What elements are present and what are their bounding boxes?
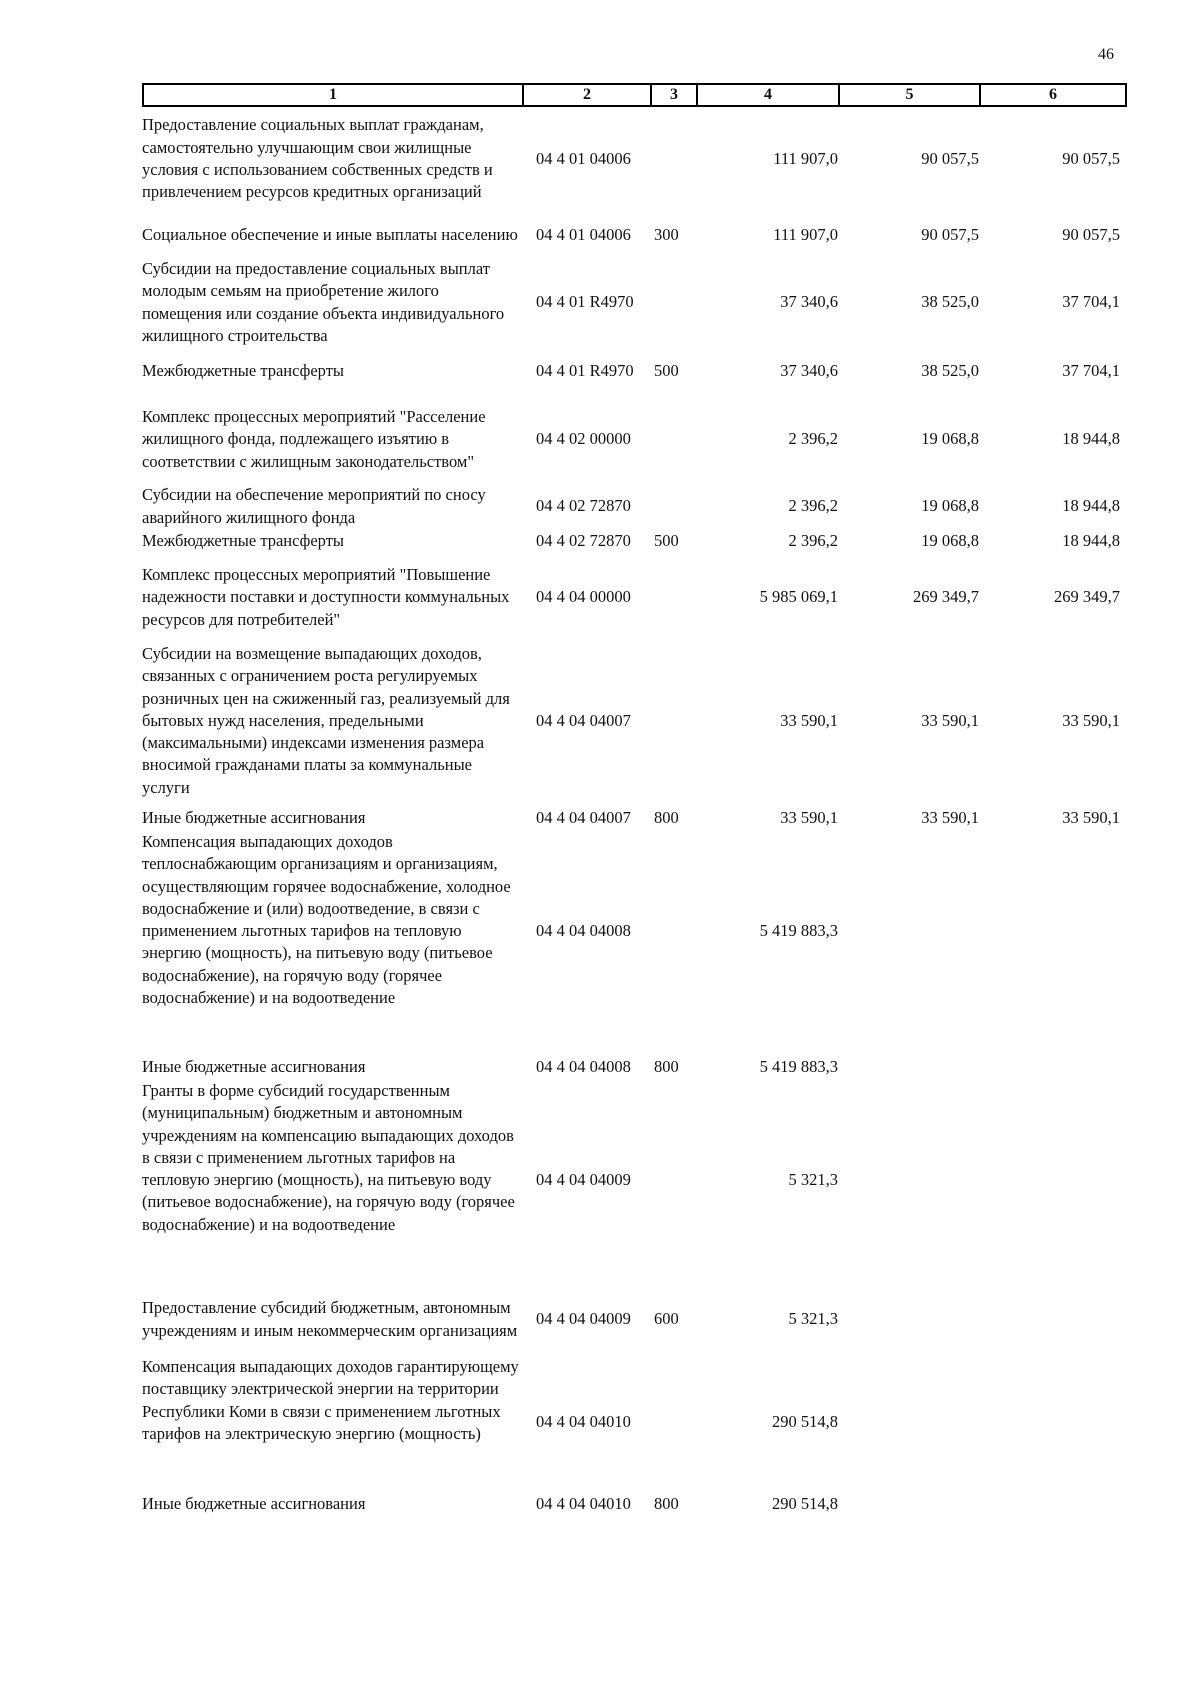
row-code: 04 4 04 04007 [536,807,631,827]
table-row [142,642,1125,806]
row-name: Иные бюджетные ассигнования [142,1493,366,1513]
row-name: Компенсация выпадающих доходов теплоснабжающим организациям и организациям, осуществляющим горячее водоснабжение, холодное водоснабжение и (или) водоотведение, в связи с применением льготных тарифов на тепловую энергию (мощность), на питьевую воду (питьевое водоснабжение), на горячую воду (горячее водоснабжение) и на водоотведение [142,832,511,1008]
row-name: Межбюджетные трансферты [142,530,345,550]
column-header-3: 3 [651,84,697,106]
table-row [142,529,1125,553]
table-row [142,1284,1125,1355]
table-row [142,1355,1125,1492]
row-code: 04 4 04 00000 [536,587,631,607]
row-name: Предоставление субсидий бюджетным, автономным учреждениям и иным некоммерческим организациям [142,1298,518,1340]
table-row [142,1055,1125,1079]
budget-rows [142,105,1125,1516]
row-name: Комплекс процессных мероприятий "Расселение жилищного фонда, подлежащего изъятию в соответствии с жилищным законодательством" [142,407,486,471]
row-name: Гранты в форме субсидий государственным (муниципальным) бюджетным и автономным учреждениям на компенсацию выпадающих доходов в связи с применением льготных тарифов на тепловую энергию (мощность), на питьевую воду (питьевое водоснабжение), на горячую воду (горячее водоснабжение) и на водоотведение [142,1081,515,1234]
row-code: 04 4 04 04010 [536,1493,631,1513]
row-value-4: 2 396,2 [788,530,838,550]
table-row [142,1079,1125,1284]
row-value-6: 90 057,5 [1062,148,1120,168]
row-value-4: 33 590,1 [780,711,838,730]
row-code: 04 4 01 04006 [536,148,631,168]
table-row [142,395,1125,484]
row-name: Предоставление социальных выплат гражданам, самостоятельно улучшающим свои жилищные условия с использованием собственных средств и привлечением ресурсов кредитных организаций [142,115,493,202]
table-row [142,213,1125,257]
row-type: 800 [654,1493,679,1513]
row-type: 300 [654,224,679,244]
row-value-6: 33 590,1 [1062,807,1120,827]
row-value-4: 5 321,3 [788,1309,838,1329]
column-header-table [142,83,1127,107]
row-code: 04 4 02 72870 [536,530,631,550]
row-value-5: 269 349,7 [913,587,979,607]
row-code: 04 4 01 04006 [536,224,631,244]
row-value-4: 5 321,3 [788,1170,838,1189]
row-code: 04 4 04 04010 [536,1412,631,1431]
row-value-4: 290 514,8 [772,1412,838,1431]
table-row [142,484,1125,529]
column-header-row [143,84,1126,106]
table-row [142,553,1125,642]
row-value-4: 5 419 883,3 [759,1056,838,1076]
row-value-6: 37 704,1 [1062,292,1120,311]
row-value-5: 90 057,5 [921,224,979,244]
row-value-5: 33 590,1 [921,807,979,827]
row-name: Субсидии на обеспечение мероприятий по сносу аварийного жилищного фонда [142,485,486,527]
row-value-4: 2 396,2 [788,496,838,516]
row-value-4: 2 396,2 [788,429,838,449]
row-code: 04 4 01 R4970 [536,360,634,380]
table-row [142,347,1125,395]
column-header-2: 2 [523,84,651,106]
row-value-4: 37 340,6 [780,360,838,380]
row-type: 600 [654,1309,679,1329]
row-code: 04 4 04 04008 [536,921,631,940]
table-row [142,806,1125,830]
row-type: 500 [654,360,679,380]
row-code: 04 4 04 04008 [536,1056,631,1076]
row-value-6: 37 704,1 [1062,360,1120,380]
row-value-4: 111 907,0 [773,148,838,168]
row-value-4: 37 340,6 [780,292,838,311]
row-type: 800 [654,1056,679,1076]
column-header-6: 6 [980,84,1126,106]
row-code: 04 4 04 04007 [536,711,631,730]
row-name: Компенсация выпадающих доходов гарантирующему поставщику электрической энергии на территории Республики Коми в связи с применением льготных тарифов на электрическую энергию (мощность) [142,1357,519,1443]
row-value-5: 19 068,8 [921,530,979,550]
row-value-5: 38 525,0 [921,360,979,380]
column-header-1: 1 [143,84,523,106]
row-value-4: 290 514,8 [772,1493,838,1513]
row-value-5: 19 068,8 [921,429,979,449]
row-value-6: 90 057,5 [1062,224,1120,244]
row-code: 04 4 02 72870 [536,496,631,516]
row-value-4: 111 907,0 [773,224,838,244]
row-name: Иные бюджетные ассигнования [142,807,366,827]
row-value-6: 18 944,8 [1062,429,1120,449]
row-value-5: 38 525,0 [921,292,979,311]
row-value-6: 33 590,1 [1062,711,1120,730]
row-name: Социальное обеспечение и иные выплаты населению [142,224,518,244]
row-value-6: 18 944,8 [1062,530,1120,550]
row-value-4: 5 419 883,3 [759,921,838,940]
row-code: 04 4 04 04009 [536,1309,631,1329]
row-value-6: 18 944,8 [1062,496,1120,516]
column-header-4: 4 [697,84,839,106]
row-value-6: 269 349,7 [1054,587,1120,607]
row-code: 04 4 02 00000 [536,429,631,449]
table-row [142,1492,1125,1516]
row-value-5: 19 068,8 [921,496,979,516]
column-header-5: 5 [839,84,980,106]
row-name: Комплекс процессных мероприятий "Повышение надежности поставки и доступности коммунальных ресурсов для потребителей" [142,565,510,629]
row-value-4: 5 985 069,1 [759,587,838,607]
row-type: 500 [654,530,679,550]
row-name: Субсидии на возмещение выпадающих доходов, связанных с ограничением роста регулируемых розничных цен на сжиженный газ, реализуемый для бытовых нужд населения, предельными (максимальными) индексами изменения размера вносимой гражданами платы за коммунальные услуги [142,644,510,797]
table-row [142,257,1125,347]
table-row [142,830,1125,1055]
row-name: Иные бюджетные ассигнования [142,1056,366,1076]
row-name: Межбюджетные трансферты [142,360,345,380]
row-value-4: 33 590,1 [780,807,838,827]
row-value-5: 90 057,5 [921,148,979,168]
row-code: 04 4 04 04009 [536,1170,631,1189]
row-name: Субсидии на предоставление социальных выплат молодым семьям на приобретение жилого помещения или создание объекта индивидуального жилищного строительства [142,259,505,345]
row-code: 04 4 01 R4970 [536,292,634,311]
table-row [142,105,1125,213]
row-type: 800 [654,807,679,827]
page-number: 46 [1098,46,1114,63]
row-value-5: 33 590,1 [921,711,979,730]
